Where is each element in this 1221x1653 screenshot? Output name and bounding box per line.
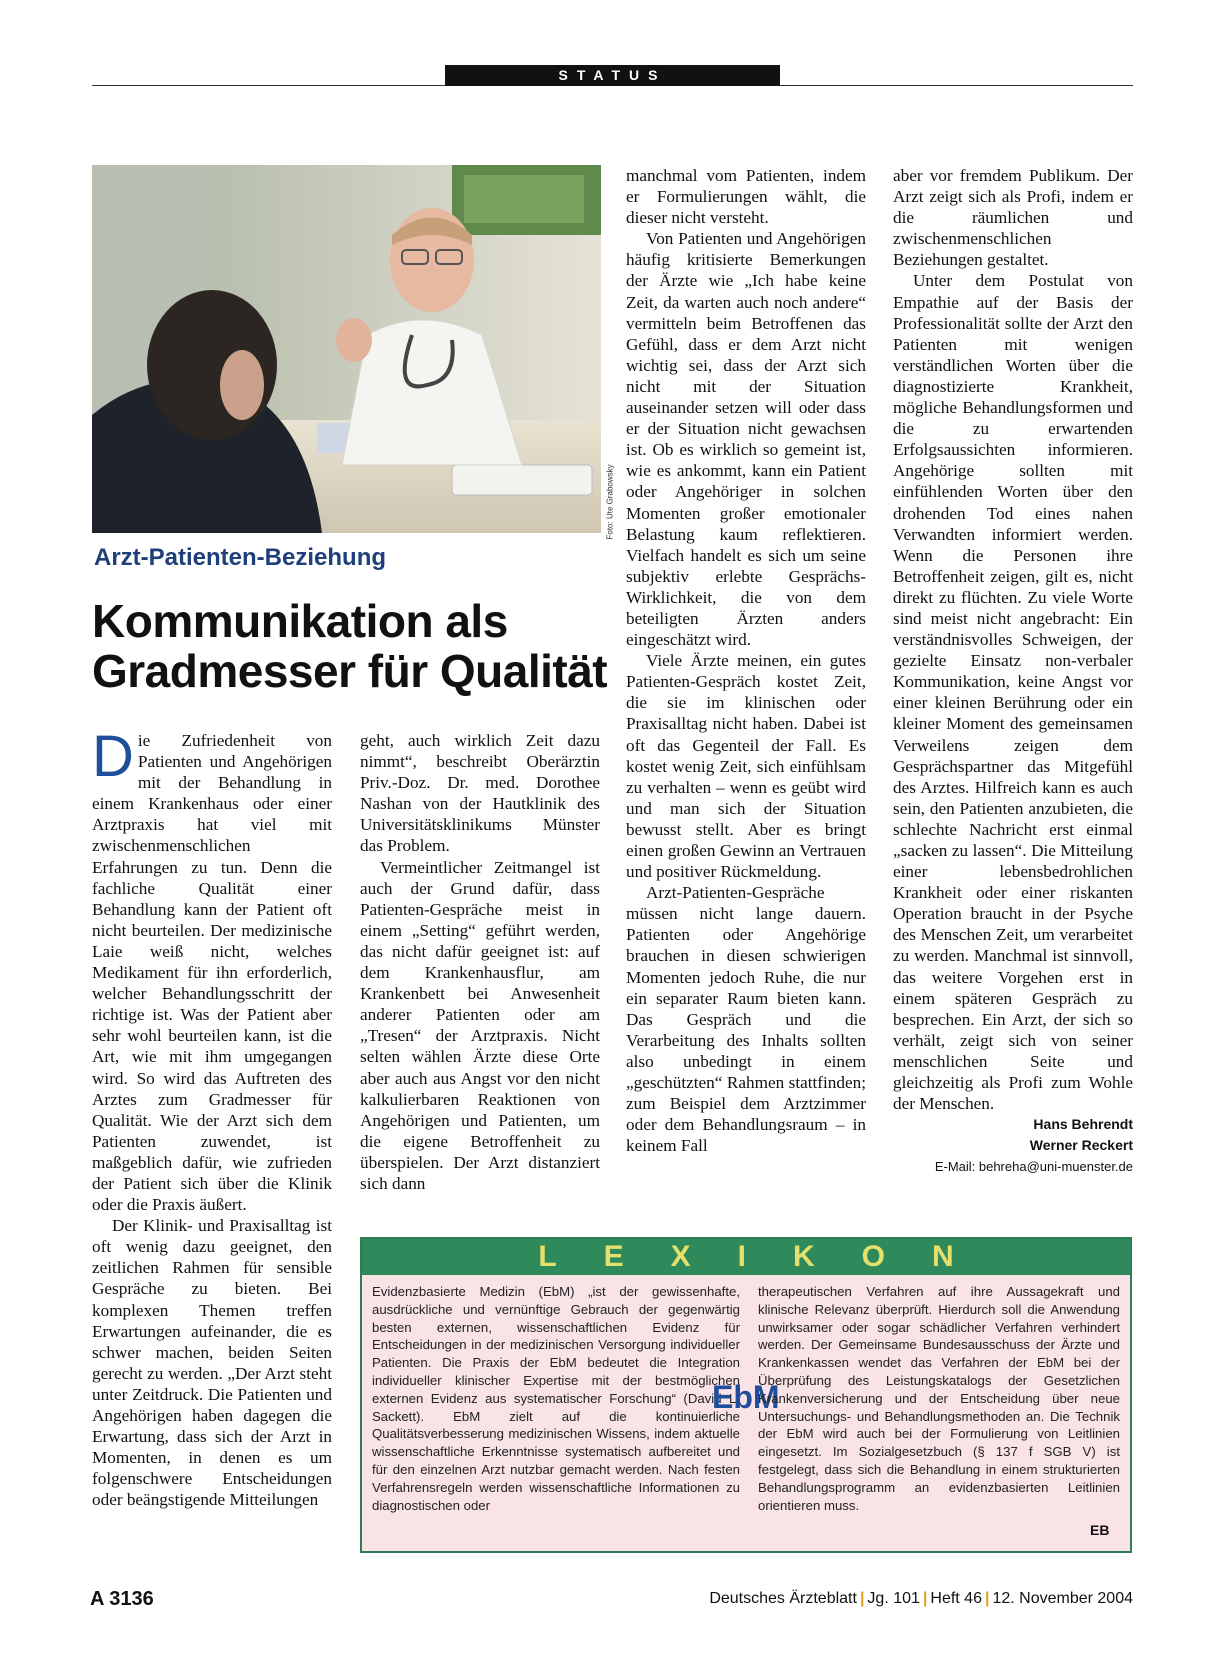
section-label: STATUS [445, 65, 780, 86]
article-photo [92, 165, 601, 533]
issue: Heft 46 [930, 1590, 982, 1607]
paragraph: geht, auch wirklich Zeit dazu nimmt“, beschreibt Oberärztin Priv.-Doz. Dr. med. Dorothee Nashan von der Hautklinik des Universitätsklinikums Münster das Problem. [360, 731, 600, 856]
lexikon-box [360, 1237, 1132, 1553]
paragraph: Die Zufriedenheit von Patienten und Angehörigen mit der Behandlung in einem Krankenhaus oder einer Arztpraxis hat viel mit zwischenmenschlichen Erfahrungen zu tun. Denn die fachliche Qualität einer Behandlung kann der Patient oft nicht beurteilen. Der medizinische Laie weiß nicht, welches Medikament für ihn erforderlich, welcher Behandlungsschritt der richtige ist. Was der Patient aber sehr wohl beurteilen kann, ist die Art, wie mit ihm umgegangen wird. So wird das Auftreten des Arztes zum Gradmesser für Qualität. Wie der Arzt sich dem Patienten zuwendet, ist maßgeblich dafür, wie zufrieden der Patient sich über die Klinik oder die Praxis äußert. [92, 724, 332, 1215]
lexikon-text-left: Evidenzbasierte Medizin (EbM) „ist der gewissenhafte, ausdrückliche und vernünftige Gebrauch der gegenwärtig besten externen, wissenschaftlichen Evidenz für Entscheidungen in der medizinischen Versorgung individueller Patienten. Die Praxis der EbM bedeutet die Integration individueller klinischer Expertise mit der bestmöglichen externen Evidenz aus systematischer Forschung“ (David L. Sackett). EbM zielt auf die kontinuierliche Qualitätsverbesserung medizinischen Wissens, indem aktuelle wissenschaftliche Erkenntnisse systematisch aufbereitet und für den einzelnen Arzt nutzbar gemacht werden. Nach festen Verfahrensregeln werden wissenschaftliche Informationen zu diagnostischen oder [372, 1284, 740, 1513]
paragraph: aber vor fremdem Publikum. Der Arzt zeigt sich als Profi, indem er die räumlichen und zwischenmenschlichen Beziehungen gestaltet. [893, 166, 1133, 270]
article-kicker: Arzt-Patienten-Beziehung [94, 544, 387, 571]
headline-line-1: Kommunikation als [92, 595, 508, 647]
lexikon-title: LEXIKON [362, 1239, 1130, 1275]
text-column-1 [92, 724, 332, 1510]
footer-citation: Deutsches Ärzteblatt | Jg. 101 | Heft 46 | 12. November 2004 [709, 1590, 1133, 1607]
paragraph: Von Patienten und Angehörigen häufig kritisierte Bemerkungen der Ärzte wie „Ich habe keine Zeit, da warten auch noch andere“ vermitteln beim Betroffenen das Gefühl, dass er dem Arzt nicht wichtig sei, dass der Arzt sich nicht mit der Situation auseinander setzen will oder dass er der Situation nicht gewachsen ist. Ob es wirklich so gemeint ist, wie es ankommt, kann ein Patient oder Angehöriger in solchen Momenten großer emotionaler Belastung kaum reflektieren. Vielfach handelt es sich um seine subjektiv erlebte Gesprächs-Wirklichkeit, die von dem beteiligten Ärzten anders eingeschätzt wird. [626, 229, 866, 650]
page-number: A 3136 [90, 1588, 154, 1610]
volume: Jg. 101 [867, 1590, 920, 1607]
author-name: Hans Behrendt [1033, 1116, 1133, 1133]
text-column-4 [893, 165, 1133, 1177]
paragraph: Vermeintlicher Zeitmangel ist auch der Grund dafür, dass Patienten-Gespräche meist in einem „Setting“ geführt werden, das nicht dafür geeignet ist: auf dem Krankenhausflur, am Krankenbett bei Anwesenheit anderer Patienten oder am „Tresen“ der Arztpraxis. Nicht selten wählen Ärzte diese Orte aber auch aus Angst vor den nicht kalkulierbaren Reaktionen von Angehörigen und Patienten, um die eigene Betroffenheit zu überspielen. Der Arzt distanziert sich dann [360, 857, 600, 1193]
paragraph: Unter dem Postulat von Empathie auf der Basis der Professionalität sollte der Arzt den Patienten mit wenigen verständlichen Worten über die diagnostizierte Krankheit, mögliche Behandlungsformen und die zu erwartenden Erfolgsaussichten informieren. Angehörige sollten mit einfühlenden Worten über den drohenden Tod eines nahen Verwandten informiert werden. Wenn die Personen ihre Betroffenheit zeigen, gilt es, nicht direkt zu flüchten. Zu viele Worte sind meist nicht angebracht: Ein verständnisvolles Schweigen, der gezielte Einsatz non-verbaler Kommunikation, keine Angst vor einer kleinen Berührung oder ein kleiner Moment des gemeinsamen Verweilens zeigen dem Gesprächspartner das Mitgefühl des Arztes. Hilfreich kann es auch sein, den Patienten anzubieten, die schlechte Nachricht erst einmal „sacken zu lassen“. Die Mitteilung einer lebensbedrohlichen Krankheit oder einer riskanten Operation braucht in der Psyche des Menschen Zeit, um verarbeitet zu werden. Manchmal ist sinnvoll, das weitere Vorgehen erst in einem späteren Gespräch zu besprechen. Ein Arzt, der sich so verhält, zeigt sich von seiner menschlichen Seite und gleichzeitig als Profi zum Wohle der Menschen. [893, 271, 1133, 1114]
paragraph: Arzt-Patienten-Gespräche müssen nicht lange dauern. Patienten oder Angehörige brauchen in diesen schwierigen Momenten jedoch Ruhe, die nur ein separater Raum bieten kann. Das Gespräch und die Verarbeitung des Inhalts sollten also unbedingt in einem „geschützten“ Rahmen stattfinden; zum Beispiel dem Arztzimmer oder dem Behandlungsraum – in keinem Fall [626, 883, 866, 1156]
paragraph: manchmal vom Patienten, indem er Formulierungen wählt, die dieser nicht versteht. [626, 166, 866, 228]
paragraph: Viele Ärzte meinen, ein gutes Patienten-Gespräch kostet Zeit, die sie im klinischen oder Praxisalltag nicht haben. Dabei ist oft das Gegenteil der Fall. Es kostet wenig Zeit, sich einfühlsam zu verhalten – wenn es geübt wird und man sich der Situation bewusst stellt. Aber es bringt einen großen Gewinn an Vertrauen und positiver Rückmeldung. [626, 651, 866, 882]
headline-line-2: Gradmesser für Qualität [92, 645, 608, 697]
journal-name: Deutsches Ärzteblatt [709, 1590, 857, 1607]
text-column-2 [360, 730, 600, 1194]
lexikon-text-right: therapeutischen Verfahren auf ihre Aussagekraft und klinische Relevanz überprüft. Hierdurch soll die Anwendung unwirksamer oder sogar schädlicher Verfahren verhindert werden. Der Gemeinsame Bundesausschuss der Ärzte und Krankenkassen wendet das Verfahren der EbM bei der Überprüfung des Leistungskatalogs der Gesetzlichen Krankenversicherung und der Entscheidung über neue Untersuchungs- und Behandlungsmethoden an. Die Technik der EbM wird auch bei der Formulierung von Leitlinien eingesetzt. Im Sozialgesetzbuch (§ 137 f SGB V) ist festgelegt, dass sich die Behandlung in einem strukturierten Behandlungsprogramm an evidenzbasierten Leitlinien orientieren muss. [758, 1284, 1120, 1513]
date: 12. November 2004 [992, 1590, 1133, 1607]
ebm-logo: EbM [712, 1379, 780, 1415]
photo-credit: Foto: Ute Grabowsky [605, 464, 615, 540]
author-name: Werner Reckert [1029, 1137, 1133, 1154]
lexikon-signature: EB [1090, 1522, 1110, 1538]
article-headline [92, 596, 612, 696]
text-column-3 [626, 165, 866, 1156]
paragraph: Der Klinik- und Praxisalltag ist oft wenig dazu geeignet, den zeitlichen Rahmen für sensible Gespräche zu bieten. Bei komplexen Themen treffen Erwartungen aufeinander, die es schwer machen, beiden Seiten gerecht zu werden. „Der Arzt steht unter Zeitdruck. Die Patienten und Angehörigen haben dagegen die Erwartung, dass sich der Arzt in Momenten, in denen es um folgenschwere Entscheidungen oder beängstigende Mitteilungen [92, 1216, 332, 1510]
drop-cap: D [92, 724, 134, 789]
author-email: E-Mail: behreha@uni-muenster.de [934, 1159, 1133, 1175]
